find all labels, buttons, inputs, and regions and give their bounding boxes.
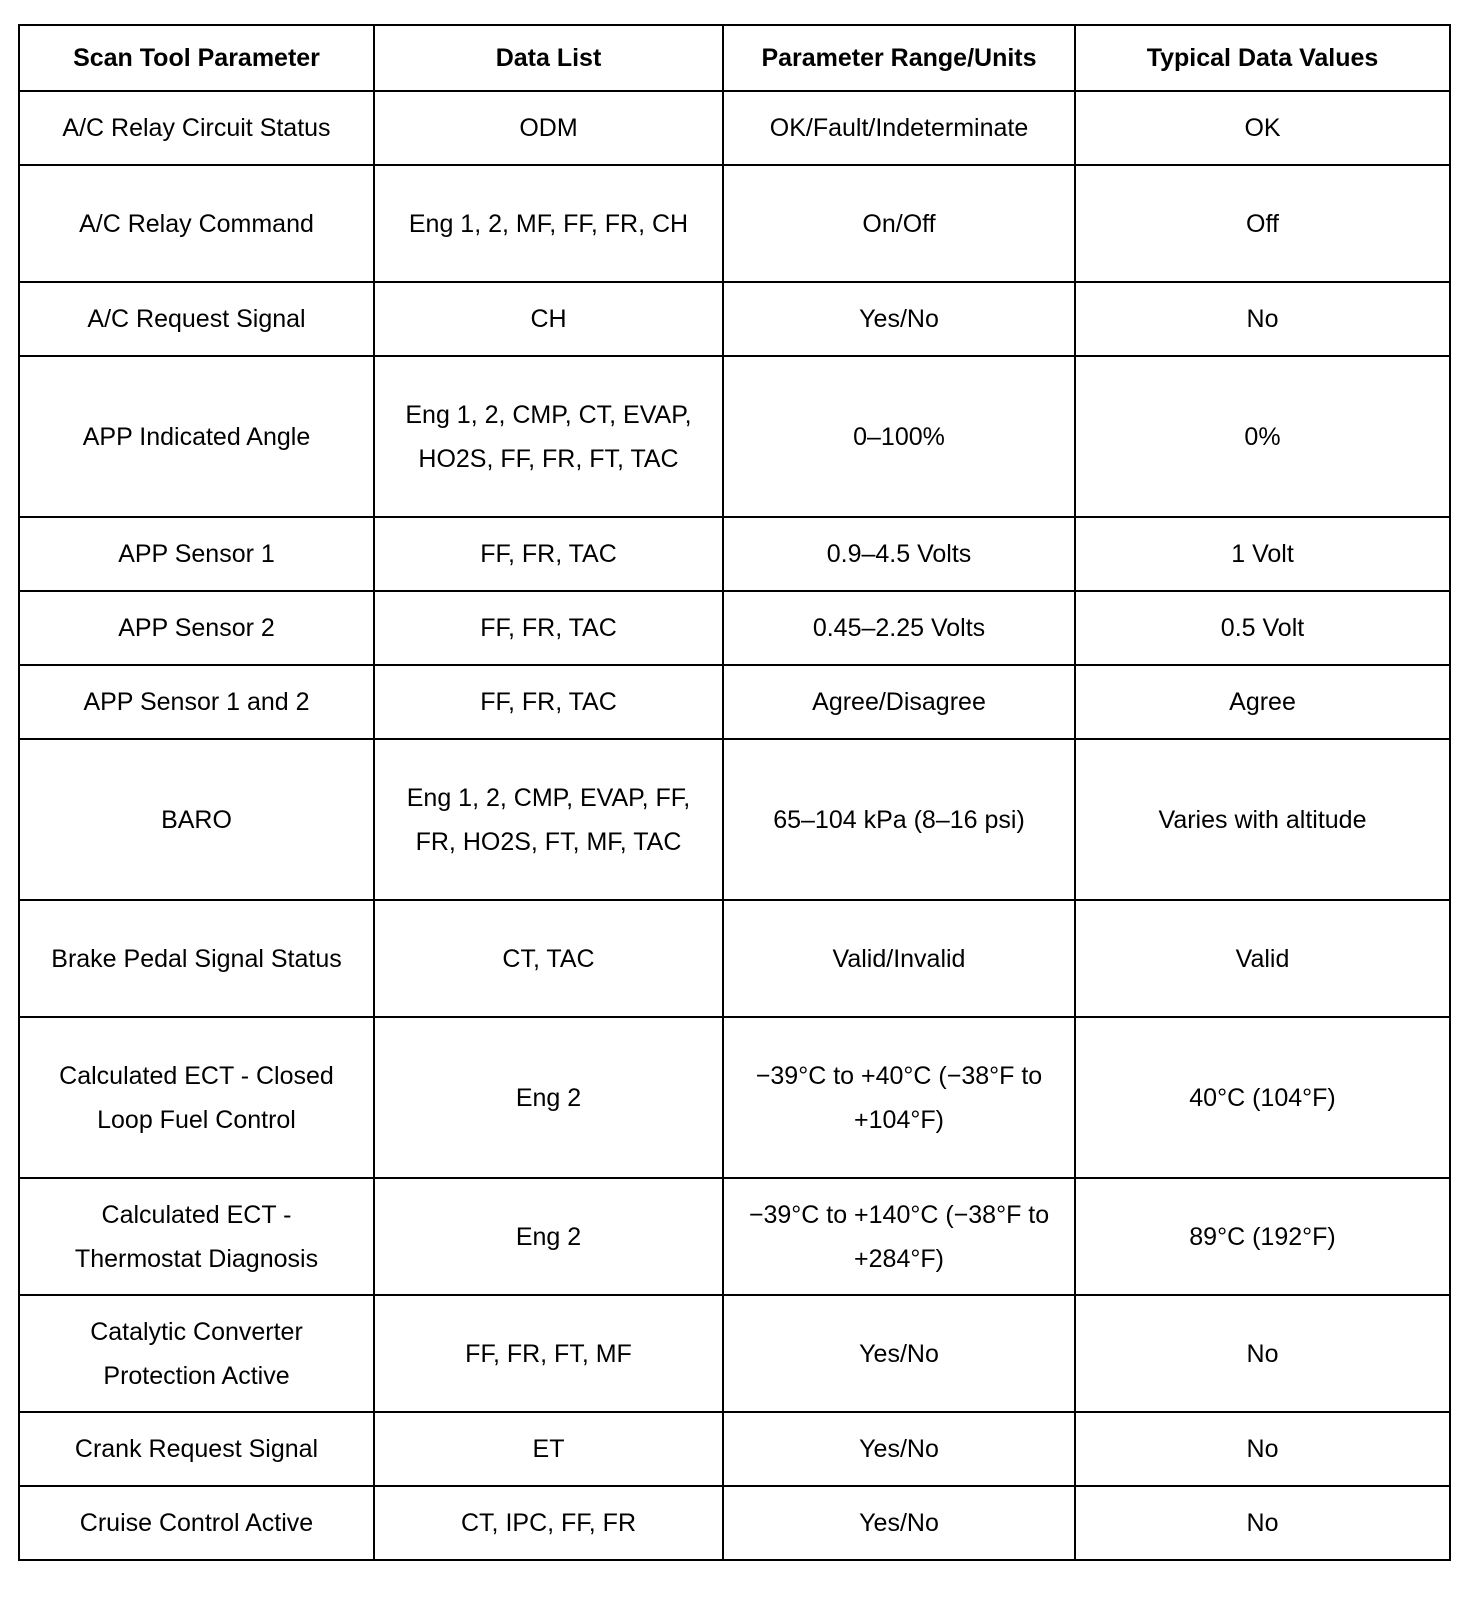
cell-typical-value: Varies with altitude: [1075, 739, 1450, 900]
cell-range: 0–100%: [723, 356, 1075, 517]
cell-parameter: A/C Relay Circuit Status: [19, 91, 374, 165]
cell-data-list: Eng 2: [374, 1017, 723, 1178]
table-row: [19, 900, 1450, 1017]
cell-data-list: Eng 1, 2, CMP, CT, EVAP, HO2S, FF, FR, FT, TAC: [374, 356, 723, 517]
header-parameter-range-units: Parameter Range/Units: [723, 25, 1075, 91]
cell-typical-value: 89°C (192°F): [1075, 1178, 1450, 1295]
table-row: [19, 1486, 1450, 1560]
table-row: [19, 165, 1450, 282]
table-row: [19, 517, 1450, 591]
table-row: [19, 665, 1450, 739]
cell-data-list: CT, IPC, FF, FR: [374, 1486, 723, 1560]
cell-range: 65–104 kPa (8–16 psi): [723, 739, 1075, 900]
cell-typical-value: Off: [1075, 165, 1450, 282]
cell-range: OK/Fault/Indeterminate: [723, 91, 1075, 165]
cell-parameter: APP Indicated Angle: [19, 356, 374, 517]
cell-typical-value: No: [1075, 282, 1450, 356]
cell-parameter: Brake Pedal Signal Status: [19, 900, 374, 1017]
cell-range: Yes/No: [723, 1412, 1075, 1486]
table-row: [19, 1412, 1450, 1486]
cell-data-list: ET: [374, 1412, 723, 1486]
cell-range: Agree/Disagree: [723, 665, 1075, 739]
cell-range: −39°C to +40°C (−38°F to +104°F): [723, 1017, 1075, 1178]
cell-parameter: Calculated ECT - Thermostat Diagnosis: [19, 1178, 374, 1295]
cell-data-list: FF, FR, FT, MF: [374, 1295, 723, 1412]
table-row: [19, 1178, 1450, 1295]
cell-parameter: APP Sensor 1: [19, 517, 374, 591]
cell-parameter: BARO: [19, 739, 374, 900]
cell-parameter: Cruise Control Active: [19, 1486, 374, 1560]
cell-range: −39°C to +140°C (−38°F to +284°F): [723, 1178, 1075, 1295]
cell-parameter: Crank Request Signal: [19, 1412, 374, 1486]
cell-range: 0.9–4.5 Volts: [723, 517, 1075, 591]
cell-typical-value: 0%: [1075, 356, 1450, 517]
cell-parameter: Catalytic Converter Protection Active: [19, 1295, 374, 1412]
table-row: [19, 1017, 1450, 1178]
cell-range: Yes/No: [723, 1486, 1075, 1560]
cell-parameter: Calculated ECT - Closed Loop Fuel Control: [19, 1017, 374, 1178]
cell-typical-value: No: [1075, 1412, 1450, 1486]
cell-data-list: CH: [374, 282, 723, 356]
cell-typical-value: Agree: [1075, 665, 1450, 739]
cell-typical-value: No: [1075, 1295, 1450, 1412]
cell-typical-value: 0.5 Volt: [1075, 591, 1450, 665]
cell-data-list: CT, TAC: [374, 900, 723, 1017]
cell-data-list: Eng 1, 2, CMP, EVAP, FF, FR, HO2S, FT, MF, TAC: [374, 739, 723, 900]
table-body: [19, 91, 1450, 1560]
cell-data-list: Eng 1, 2, MF, FF, FR, CH: [374, 165, 723, 282]
cell-typical-value: OK: [1075, 91, 1450, 165]
table-row: [19, 356, 1450, 517]
cell-parameter: APP Sensor 1 and 2: [19, 665, 374, 739]
table-row: [19, 739, 1450, 900]
cell-range: Yes/No: [723, 1295, 1075, 1412]
table-row: [19, 591, 1450, 665]
cell-typical-value: No: [1075, 1486, 1450, 1560]
cell-data-list: FF, FR, TAC: [374, 665, 723, 739]
table-row: [19, 282, 1450, 356]
scan-tool-data-table: [18, 24, 1451, 1561]
header-typical-data-values: Typical Data Values: [1075, 25, 1450, 91]
table-row: [19, 91, 1450, 165]
cell-typical-value: Valid: [1075, 900, 1450, 1017]
cell-typical-value: 40°C (104°F): [1075, 1017, 1450, 1178]
table-row: [19, 1295, 1450, 1412]
cell-range: On/Off: [723, 165, 1075, 282]
cell-parameter: A/C Request Signal: [19, 282, 374, 356]
cell-range: 0.45–2.25 Volts: [723, 591, 1075, 665]
cell-parameter: APP Sensor 2: [19, 591, 374, 665]
cell-typical-value: 1 Volt: [1075, 517, 1450, 591]
header-scan-tool-parameter: Scan Tool Parameter: [19, 25, 374, 91]
cell-range: Yes/No: [723, 282, 1075, 356]
table-header: [19, 25, 1450, 91]
cell-parameter: A/C Relay Command: [19, 165, 374, 282]
cell-data-list: FF, FR, TAC: [374, 591, 723, 665]
header-data-list: Data List: [374, 25, 723, 91]
cell-data-list: ODM: [374, 91, 723, 165]
cell-data-list: Eng 2: [374, 1178, 723, 1295]
cell-range: Valid/Invalid: [723, 900, 1075, 1017]
header-row: [19, 25, 1450, 91]
cell-data-list: FF, FR, TAC: [374, 517, 723, 591]
